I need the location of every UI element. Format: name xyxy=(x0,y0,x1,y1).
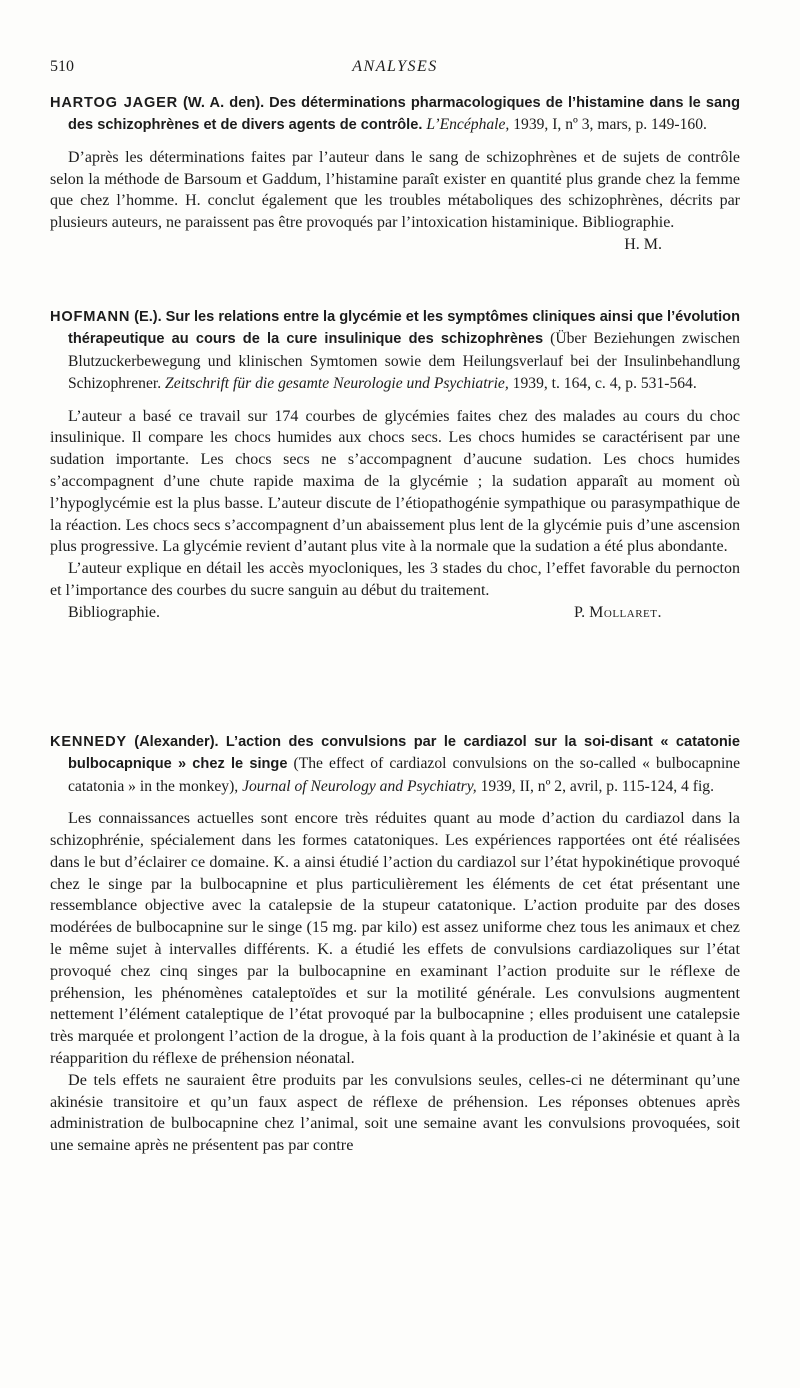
closing-note: Bibliographie. xyxy=(68,603,160,621)
author-given: (Alexander). xyxy=(134,734,219,750)
review-entry-kennedy xyxy=(50,731,740,1157)
author-name: KENNEDY xyxy=(50,734,127,750)
paragraph: Les connaissances actuelles sont encore très réduites quant au mode d’action du cardiazol dans la schizophrénie, spécialement dans les formes catatoniques. Les expériences rapportées ont été réalisées dans le but d’éclairer ce domaine. K. a ainsi étudié l’action du cardiazol sur l’état hypokinétique provoqué chez le singe par la bulbocapnine et plus particulièrement les éléments de cet état présentant une ressemblance objective avec la catalepsie de la stupeur catatonique. L’action produite par des doses modérées de bulbocapnine sur le singe (15 mg. par kilo) est assez uniforme chez tous les animaux et chez le même sujet à intervalles différents. K. a étudié les effets de convulsions cardiazoliques sur l’état provoqué chez cinq singes par la bulbocapnine en examinant l’action produite sur le réflexe de préhension, les phénomènes cataleptoïdes et sur la motilité générale. Les convulsions augmentent nettement l’élément cataleptique de l’état provoqué par la bulbocapnine ; elles produisent une catalepsie très marquée et prolongent l’action de la drogue, à la fois quant à la production de l’akinésie et quant à la réapparition du réflexe de préhension néonatal. xyxy=(50,809,740,1067)
article-title: L’action des convulsions par le cardiazol sur la soi-disant « catatonie bulbocapnique » chez le singe xyxy=(68,734,740,773)
author-name: HARTOG JAGER xyxy=(50,95,179,111)
signature-line xyxy=(50,602,740,624)
page-number: 510 xyxy=(50,58,74,75)
review-entry-hofmann xyxy=(50,306,740,624)
signature-initial: P. xyxy=(574,603,586,621)
original-title: (Über Beziehungen zwischen Blutzuckerbewegung und klinischen Symtomen sowie dem Heilungsverlauf bei der Insulinbehandlung Schizophrener. xyxy=(68,330,740,393)
journal-name: L’Encéphale, xyxy=(426,116,510,134)
signature-line xyxy=(50,234,740,256)
entry-header xyxy=(50,92,740,137)
entry-body xyxy=(50,808,740,1157)
citation: 1939, II, nº 2, avril, p. 115-124, 4 fig. xyxy=(480,777,714,795)
entry-body xyxy=(50,406,740,602)
article-title: Des déterminations pharmacologiques de l’histamine dans le sang des schizophrènes et de divers agents de contrôle. xyxy=(68,95,740,134)
author-name: HOFMANN xyxy=(50,309,131,325)
journal-page xyxy=(50,0,740,1388)
author-given: (E.). xyxy=(134,309,162,325)
journal-name: Zeitschrift für die gesamte Neurologie und Psychiatrie, xyxy=(165,375,509,393)
citation: 1939, t. 164, c. 4, p. 531-564. xyxy=(512,375,697,393)
running-head xyxy=(50,58,740,80)
reviewer-signature: H. M. xyxy=(624,236,662,253)
entry-body xyxy=(50,147,740,234)
original-title: (The effect of cardiazol convulsions on the so-called « bulbocapnine catatonia » in the monkey), xyxy=(68,755,741,795)
entry-header xyxy=(50,731,740,798)
paragraph: De tels effets ne sauraient être produits par les convulsions seules, celles-ci ne déterminant qu’une akinésie transitoire et qu’un faux aspect de réflexe de préhension. Les réponses obtenues après administration de bulbocapnine chez l’animal, soit une semaine avant les convulsions provoquées, soit une semaine après ne présentent pas par contre xyxy=(50,1070,740,1155)
paragraph: D’après les déterminations faites par l’auteur dans le sang de schizophrènes et de sujets de contrôle selon la méthode de Barsoum et Gaddum, l’histamine paraît exister en quantité plus grande chez la femme que chez l’homme. H. conclut également que les troubles métaboliques des schizophrènes, décrits par plusieurs auteurs, ne paraissent pas être provoqués par l’intoxication histaminique. Bibliographie. xyxy=(50,148,740,232)
journal-name: Journal of Neurology and Psychiatry, xyxy=(242,777,477,795)
signature-name: Mollaret. xyxy=(589,603,662,621)
reviewer-signature xyxy=(574,602,662,624)
article-title: Sur les relations entre la glycémie et les symptômes cliniques ainsi que l’évolution thérapeutique au cours de la cure insulinique des schizophrènes xyxy=(68,309,740,348)
author-given: (W. A. den). xyxy=(183,95,265,111)
citation: 1939, I, nº 3, mars, p. 149-160. xyxy=(513,116,707,134)
running-title: ANALYSES xyxy=(352,58,438,75)
entry-header xyxy=(50,306,740,396)
paragraph: L’auteur explique en détail les accès myocloniques, les 3 stades du choc, l’effet favorable du pernocton et l’importance des courbes du sucre sanguin au début du traitement. xyxy=(50,560,740,599)
review-entry-hartog-jager xyxy=(50,92,740,256)
paragraph: L’auteur a basé ce travail sur 174 courbes de glycémies faites chez des malades au cours du choc insulinique. Il compare les chocs humides aux chocs secs. Les chocs humides se caractérisent par une sudation importante. Les chocs secs ne s’accompagnent d’aucune sudation. Les chocs humides s’accompagnent d’une chute rapide maxima de la glycémie ; la sudation apparaît au moment où l’hypoglycémie est la plus basse. L’auteur discute de l’étiopathogénie sympathique ou parasympathique de la réaction. Les chocs secs s’accompagnent d’un abaissement plus lent de la glycémie puis d’une ascension plus progressive. La glycémie revient d’autant plus vite à la normale que la sudation a été plus abondante. xyxy=(50,407,740,556)
